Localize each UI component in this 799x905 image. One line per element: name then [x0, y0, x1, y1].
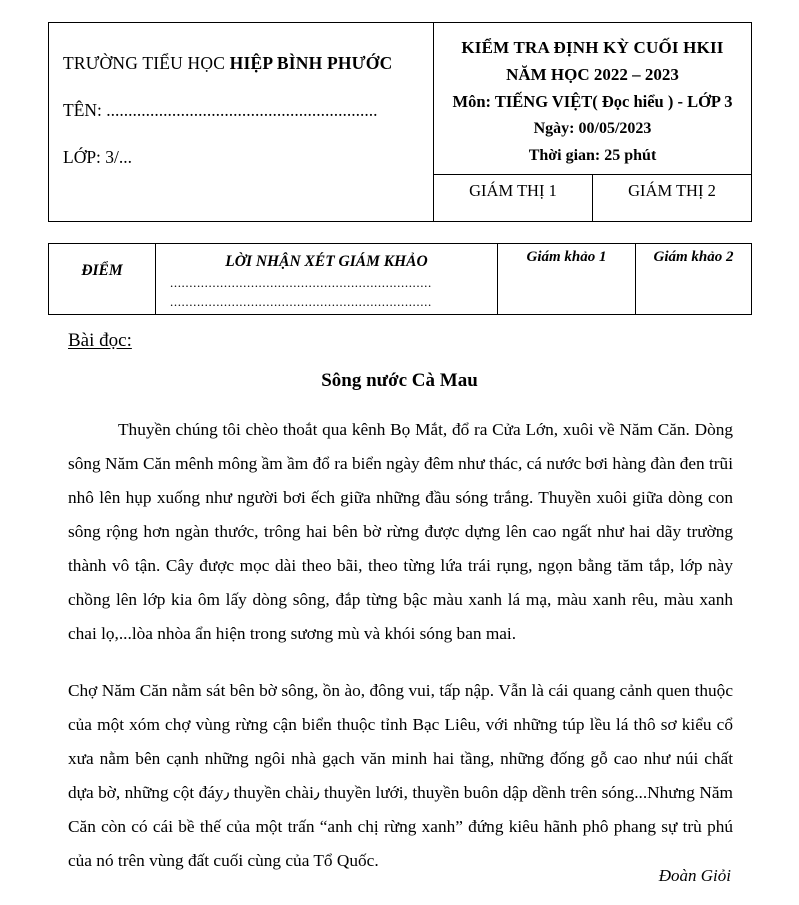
school-line [63, 53, 425, 74]
proctor-2-cell[interactable]: GIÁM THỊ 2 [628, 181, 716, 200]
header-table [48, 22, 752, 222]
student-class-field[interactable]: LỚP: 3/... [63, 147, 133, 167]
examiner-2-cell[interactable]: Giám khảo 2 [653, 249, 734, 265]
exam-duration: Thời gian: 25 phút [528, 147, 657, 164]
comment-title: LỜI NHẬN XÉT GIÁM KHẢO [225, 253, 428, 270]
school-prefix-label: TRƯỜNG TIỂU HỌC [63, 53, 230, 73]
score-table [48, 243, 752, 315]
reading-section-label-text: Bài đọc: [68, 330, 132, 351]
examiner-1-cell[interactable]: Giám khảo 1 [498, 244, 636, 314]
reading-section-label [68, 330, 132, 352]
passage-paragraph-2: Chợ Năm Căn nằm sát bên bờ sông, ồn ào, đông vui, tấp nập. Vẫn là cái quang cảnh quen thuộc của một xóm chợ vùng rừng cận biển thuộc tỉnh Bạc Liêu, với những túp lều lá thô sơ kiểu cổ xưa nằm bên cạnh những ngôi nhà gạch văn minh hai tầng, những đống gỗ cao như núi chất dựa bờ, những cột đáy٫ thuyền chài٫ thuyền lưới, thuyền buôn dập dềnh trên sóng...Nhưng Năm Căn còn có cái bề thế của một trấn “anh chị rừng xanh” đứng kiêu hãnh phô phang sự trù phú của nó trên vùng đất cuối cùng của Tổ Quốc. [68, 681, 733, 870]
score-cell[interactable]: ĐIỂM [49, 244, 156, 314]
student-name-field[interactable]: TÊN: .............................................................. [63, 100, 378, 120]
proctor-row [434, 175, 751, 221]
exam-title: KIỂM TRA ĐỊNH KỲ CUỐI HKII [461, 38, 724, 57]
passage-title: Sông nước Cà Mau [321, 370, 478, 391]
exam-subject: Môn: TIẾNG VIỆT( Đọc hiểu ) - LỚP 3 [452, 92, 733, 111]
proctor-1-cell[interactable]: GIÁM THỊ 1 [434, 175, 593, 221]
comment-dotted-line-2[interactable]: .................................................................... [170, 294, 432, 309]
school-year: NĂM HỌC 2022 – 2023 [506, 65, 679, 84]
comment-cell[interactable] [156, 244, 498, 314]
passage-body [68, 413, 733, 878]
exam-info-cell [434, 23, 751, 221]
school-name-label: HIỆP BÌNH PHƯỚC [229, 53, 393, 73]
exam-info-block [434, 23, 751, 175]
comment-dotted-line-1[interactable]: .................................................................... [170, 275, 432, 290]
school-info-cell [49, 23, 434, 221]
exam-date: Ngày: 00/05/2023 [533, 120, 652, 137]
passage-author: Đoàn Giỏi [658, 866, 731, 885]
passage-paragraph-1: Thuyền chúng tôi chèo thoắt qua kênh Bọ Mắt, đổ ra Cửa Lớn, xuôi về Năm Căn. Dòng sông Năm Căn mênh mông ầm ầm đổ ra biển ngày đêm như thác, cá nước bơi hàng đàn đen trũi nhô lên hụp xuống như người bơi ếch giữa những đầu sóng trắng. Thuyền xuôi giữa dòng con sông rộng hơn ngàn thước, trông hai bên bờ rừng được dựng lên cao ngất như hai dãy trường thành vô tận. Cây được mọc dài theo bãi, theo từng lứa trái rụng, ngọn bằng tăm tắp, lớp này chồng lên lớp kia ôm lấy dòng sông, đắp từng bậc màu xanh lá mạ, màu xanh rêu, màu xanh chai lọ,...lòa nhòa ẩn hiện trong sương mù và khói sóng ban mai. [68, 420, 733, 643]
